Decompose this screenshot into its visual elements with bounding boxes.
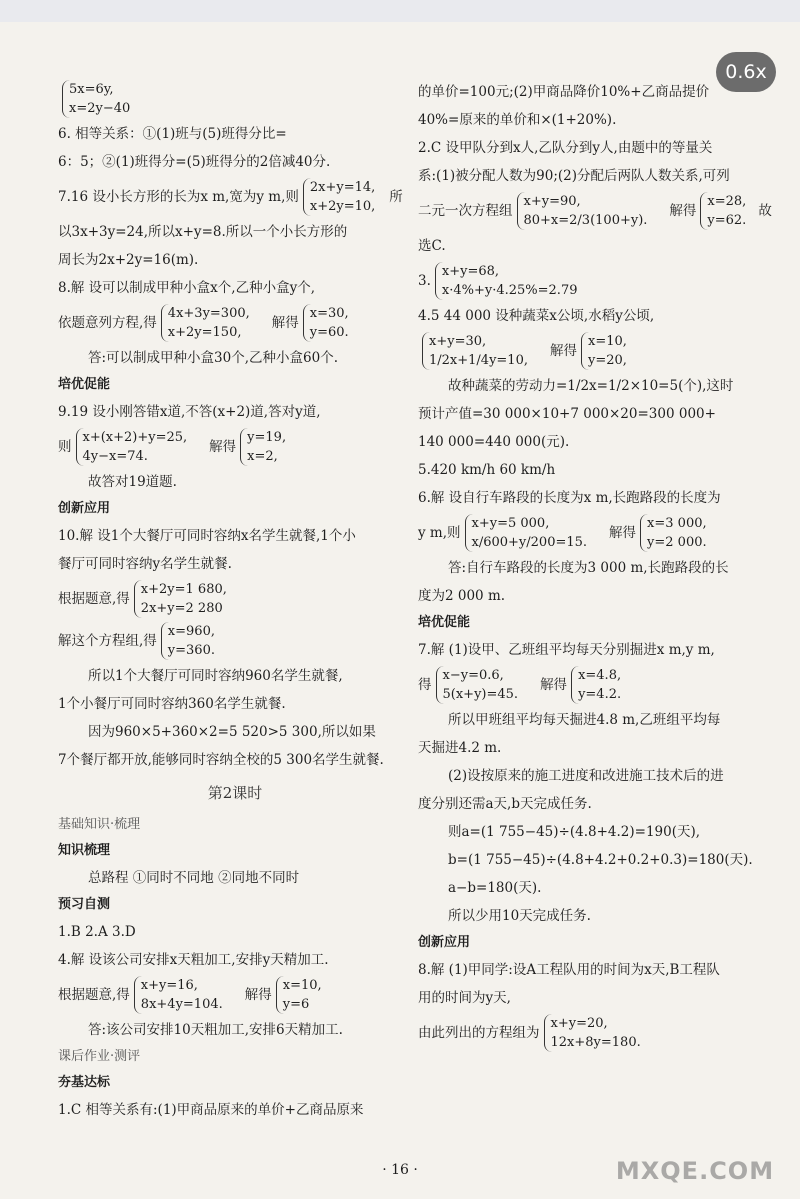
answer-line: b=(1 755−45)÷(4.8+4.2+0.2+0.3)=180(天). — [448, 852, 753, 868]
equation: x+2y=150, — [167, 325, 242, 340]
equation: 8x+4y=104. — [140, 997, 223, 1012]
brace-system — [76, 428, 188, 466]
q10-solve-row — [58, 620, 412, 662]
brace-system — [436, 666, 519, 704]
brace-system — [435, 262, 578, 300]
brace-system — [134, 580, 227, 618]
site-watermark-logo: MXQE.COM — [615, 1157, 775, 1185]
equation: x=4.8, — [578, 668, 622, 683]
answer-line: 答:可以制成甲种小盒30个,乙种小盒60个. — [88, 350, 338, 366]
brace-system — [161, 622, 215, 660]
section-heading: 知识梳理 — [58, 843, 111, 858]
answer-line: 6.解 设自行车路段的长度为x m,长跑路段的长度为 — [418, 490, 721, 506]
equation: 2x+y=14, — [309, 180, 376, 195]
q7-row — [58, 176, 412, 218]
brace-system — [700, 192, 746, 230]
answer-line: 1.C 相等关系有:(1)甲商品原来的单价+乙商品原来 — [58, 1102, 364, 1118]
text: 得 — [418, 677, 432, 693]
section-heading: 夯基达标 — [58, 1075, 111, 1090]
brace-system — [240, 428, 286, 466]
answer-line: 预计产值=30 000×10+7 000×20=300 000+ — [418, 406, 716, 422]
answer-line: 用的时间为y天, — [418, 990, 511, 1006]
equation: y=360. — [167, 643, 215, 658]
answer-line: 总路程 ①同时不同地 ②同地不同时 — [88, 870, 300, 886]
equation: 2x+y=2 280 — [140, 601, 223, 616]
answer-line: 4.解 设该公司安排x天粗加工,安排y天精加工. — [58, 952, 329, 968]
q3-row — [418, 260, 772, 302]
section-heading: 创新应用 — [418, 935, 471, 950]
section-heading: 培优促能 — [58, 377, 111, 392]
brace-system — [276, 976, 322, 1014]
zoom-level-badge[interactable]: 0.6x — [716, 52, 776, 92]
text: 解得 — [540, 677, 568, 693]
section-heading: 预习自测 — [58, 897, 111, 912]
q4-row — [58, 974, 412, 1016]
left-column — [58, 78, 412, 1124]
brace-system — [134, 976, 223, 1014]
text: 由此列出的方程组为 — [418, 1025, 540, 1041]
equation: x=10, — [282, 978, 322, 993]
text: 解得 — [609, 525, 637, 541]
lesson-title: 第2课时 — [207, 784, 263, 802]
answer-line: 4.5 44 000 设种蔬菜x公顷,水稻y公顷, — [418, 308, 655, 324]
q8r-row — [418, 1012, 772, 1054]
equation: x=28, — [707, 194, 747, 209]
subsection-heading: 基础知识·梳理 — [58, 817, 141, 832]
brace-system — [422, 332, 528, 370]
answer-line: 5.420 km/h 60 km/h — [418, 462, 556, 478]
answer-line: 8.解 (1)甲同学:设A工程队用的时间为x天,B工程队 — [418, 962, 720, 978]
section-heading: 创新应用 — [58, 501, 111, 516]
equation: x+y=5 000, — [471, 516, 550, 531]
equation: 1/2x+1/4y=10, — [429, 353, 528, 368]
q2-row — [418, 190, 772, 232]
equation: x=2y−40 — [69, 101, 131, 116]
answer-line: 140 000=440 000(元). — [418, 434, 570, 450]
text: 依题意列方程,得 — [58, 315, 157, 331]
answer-line: 6. 相等关系：①(1)班与(5)班得分比= — [58, 126, 287, 142]
right-column — [418, 78, 772, 1054]
answer-line: 所以1个大餐厅可同时容纳960名学生就餐, — [88, 668, 343, 684]
text: 根据题意,得 — [58, 591, 130, 607]
answer-line: 1.B 2.A 3.D — [58, 924, 136, 940]
equation: 80+x=2/3(100+y). — [523, 213, 648, 228]
equation: y=20, — [587, 353, 627, 368]
text: 解得 — [549, 343, 577, 359]
equation: x+y=20, — [550, 1016, 608, 1031]
brace-system — [62, 80, 130, 118]
equation: x=2, — [247, 449, 278, 464]
text: 解得 — [271, 315, 299, 331]
equation: 4y−x=74. — [82, 449, 148, 464]
answer-line: 6：5；②(1)班得分=(5)班得分的2倍减40分. — [58, 154, 331, 170]
brace-system — [544, 1014, 641, 1052]
text: 二元一次方程组 — [418, 203, 513, 219]
brace-system — [303, 304, 349, 342]
answer-line: 7个餐厅都开放,能够同时容纳全校的5 300名学生就餐. — [58, 752, 384, 768]
q6r-row — [418, 512, 772, 554]
brace-system — [517, 192, 648, 230]
q9-row — [58, 426, 412, 468]
q8-row — [58, 302, 412, 344]
equation: x·4%+y·4.25%=2.79 — [441, 283, 578, 298]
equation: x+y=30, — [429, 334, 487, 349]
viewer-top-bar — [0, 0, 800, 22]
answer-line: 答:该公司安排10天粗加工,安排6天精加工. — [88, 1022, 343, 1038]
text: 解得 — [669, 203, 697, 219]
brace-system — [303, 178, 375, 216]
text: 所 — [389, 189, 403, 205]
answer-line: 周长为2x+2y=16(m). — [58, 252, 199, 268]
q6-system — [58, 78, 412, 120]
answer-line: 系:(1)被分配人数为90;(2)分配后两队人数关系,可列 — [418, 168, 730, 184]
answer-line: 答:自行车路段的长度为3 000 m,长跑路段的长 — [448, 560, 729, 576]
brace-system — [640, 514, 707, 552]
answer-line: 9.19 设小刚答错x道,不答(x+2)道,答对y道, — [58, 404, 321, 420]
equation: 4x+3y=300, — [167, 306, 250, 321]
text: 解这个方程组,得 — [58, 633, 157, 649]
answer-line: (2)设按原来的施工进度和改进施工技术后的进 — [448, 768, 724, 784]
answer-line: 故答对19道题. — [88, 474, 177, 490]
equation: 5x=6y, — [69, 82, 114, 97]
answer-line: 40%=原来的单价和×(1+20%). — [418, 112, 617, 128]
equation: 5(x+y)=45. — [442, 687, 519, 702]
brace-system — [571, 666, 621, 704]
equation: x+y=90, — [523, 194, 581, 209]
equation: y=6 — [282, 997, 310, 1012]
answer-line: 所以少用10天完成任务. — [448, 908, 591, 924]
text: 解得 — [209, 439, 237, 455]
equation: 12x+8y=180. — [550, 1035, 641, 1050]
answer-line: a−b=180(天). — [448, 880, 542, 896]
text: 7.16 设小长方形的长为x m,宽为y m,则 — [58, 189, 299, 205]
section-heading: 培优促能 — [418, 615, 471, 630]
q10-row — [58, 578, 412, 620]
brace-system — [161, 304, 250, 342]
answer-line: 7.解 (1)设甲、乙班组平均每天分别掘进x m,y m, — [418, 642, 715, 658]
subsection-heading: 课后作业·测评 — [58, 1049, 141, 1064]
text: 根据题意,得 — [58, 987, 130, 1003]
q4r-row — [418, 330, 772, 372]
brace-system — [465, 514, 588, 552]
equation: y=2 000. — [647, 535, 707, 550]
answer-line: 故种蔬菜的劳动力=1/2x=1/2×10=5(个),这时 — [448, 378, 734, 394]
text: 则 — [58, 439, 72, 455]
answer-line: 的单价=100元;(2)甲商品降价10%+乙商品提价 — [418, 84, 710, 100]
answer-line: 天掘进4.2 m. — [418, 740, 502, 756]
equation: x+2y=10, — [309, 199, 376, 214]
answer-line: 餐厅可同时容纳y名学生就餐. — [58, 556, 232, 572]
equation: x=30, — [309, 306, 349, 321]
text: 故 — [758, 203, 772, 219]
equation: x−y=0.6, — [442, 668, 504, 683]
equation: y=19, — [247, 430, 287, 445]
answer-line: 2.C 设甲队分到x人,乙队分到y人,由题中的等量关 — [418, 140, 713, 156]
answer-line: 10.解 设1个大餐厅可同时容纳x名学生就餐,1个小 — [58, 528, 356, 544]
equation: x/600+y/200=15. — [471, 535, 588, 550]
answer-line: 度分别还需a天,b天完成任务. — [418, 796, 592, 812]
text: 解得 — [244, 987, 272, 1003]
answer-line: 选C. — [418, 238, 446, 254]
brace-system — [581, 332, 627, 370]
equation: x=10, — [587, 334, 627, 349]
equation: x+y=68, — [441, 264, 500, 279]
equation: x+y=16, — [140, 978, 198, 993]
equation: x=3 000, — [647, 516, 707, 531]
equation: y=60. — [309, 325, 349, 340]
answer-line: 以3x+3y=24,所以x+y=8.所以一个小长方形的 — [58, 224, 348, 240]
q7r-row — [418, 664, 772, 706]
text: y m,则 — [418, 525, 461, 541]
text: 3. — [418, 273, 431, 289]
page-number: · 16 · — [382, 1162, 418, 1178]
answer-line: 8.解 设可以制成甲种小盒x个,乙种小盒y个, — [58, 280, 315, 296]
equation: x+(x+2)+y=25, — [82, 430, 188, 445]
answer-line: 则a=(1 755−45)÷(4.8+4.2)=190(天), — [448, 824, 701, 840]
answer-line: 1个小餐厅可同时容纳360名学生就餐. — [58, 696, 286, 712]
equation: y=4.2. — [578, 687, 622, 702]
equation: x=960, — [167, 624, 215, 639]
equation: x+2y=1 680, — [140, 582, 227, 597]
equation: y=62. — [707, 213, 747, 228]
answer-line: 因为960×5+360×2=5 520>5 300,所以如果 — [88, 724, 376, 740]
answer-line: 所以甲班组平均每天掘进4.8 m,乙班组平均每 — [448, 712, 721, 728]
answer-line: 度为2 000 m. — [418, 588, 506, 604]
